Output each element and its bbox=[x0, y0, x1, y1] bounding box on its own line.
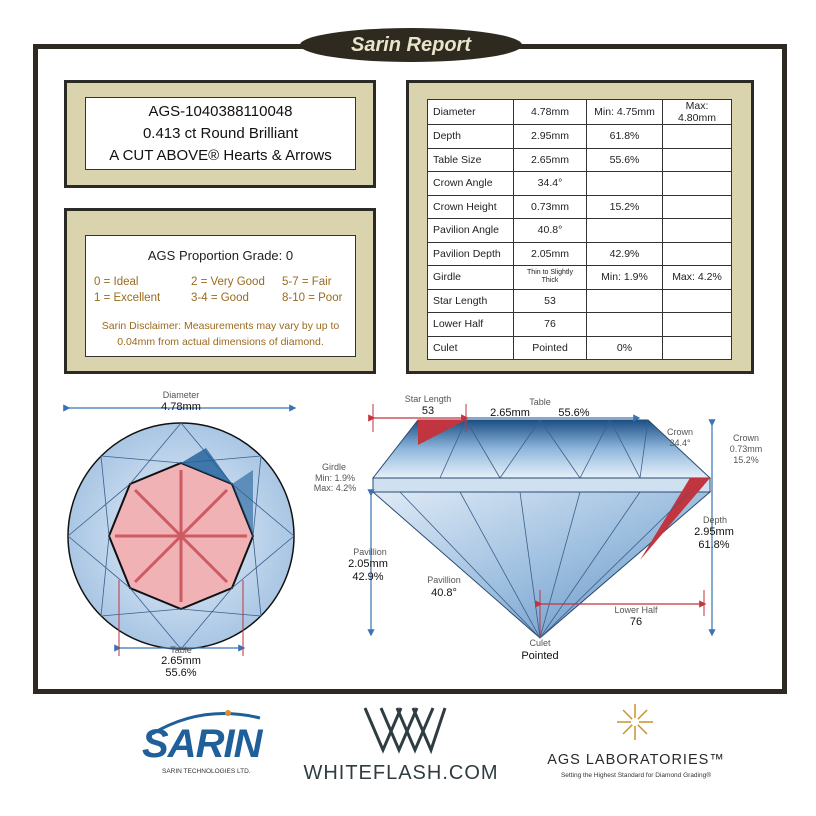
star-length-value: 53 bbox=[421, 405, 435, 417]
measurement-c3 bbox=[587, 313, 663, 337]
id-card bbox=[85, 97, 356, 170]
measurement-c4 bbox=[663, 242, 732, 266]
measurement-value: 53 bbox=[514, 289, 587, 313]
crown-height-value: 0.73mm bbox=[729, 444, 763, 454]
ags-starburst-icon bbox=[538, 700, 738, 748]
measurement-c4: Max: 4.80mm bbox=[663, 100, 732, 125]
legend-item: 1 = Excellent bbox=[94, 292, 161, 304]
measurement-row bbox=[428, 289, 732, 313]
sarin-logo bbox=[142, 710, 272, 780]
disclaimer-line: 0.04mm from actual dimensions of diamond. bbox=[117, 336, 324, 348]
measurement-row bbox=[428, 336, 732, 360]
measurement-c4 bbox=[663, 219, 732, 243]
legend-item: 8-10 = Poor bbox=[282, 292, 343, 304]
measurement-c4 bbox=[663, 313, 732, 337]
grade-card bbox=[85, 235, 356, 357]
grade-panel bbox=[64, 208, 376, 374]
proportion-grade: AGS Proportion Grade: 0 bbox=[147, 248, 294, 263]
legend-item: 2 = Very Good bbox=[191, 276, 265, 288]
measurement-c4 bbox=[663, 148, 732, 172]
measurement-name: Girdle bbox=[428, 266, 514, 290]
sarin-subtitle: SARIN TECHNOLOGIES LTD. bbox=[162, 768, 251, 775]
girdle-label: Girdle bbox=[321, 462, 346, 472]
whiteflash-logo bbox=[295, 700, 515, 790]
measurement-name: Culet bbox=[428, 336, 514, 360]
top-view-diamond bbox=[68, 423, 294, 649]
crown-height-label: Crown bbox=[732, 433, 759, 443]
depth-value: 2.95mm bbox=[694, 526, 734, 538]
measurement-value: 2.95mm bbox=[514, 125, 587, 149]
measurement-row bbox=[428, 219, 732, 243]
crown-angle-value: 34.4° bbox=[669, 438, 691, 448]
legend-item: 5-7 = Fair bbox=[282, 276, 332, 288]
measurement-row bbox=[428, 172, 732, 196]
measurement-c4 bbox=[663, 125, 732, 149]
measurement-c3 bbox=[587, 219, 663, 243]
girdle-min: Min: 1.9% bbox=[314, 473, 356, 483]
measurement-value: Thin to Slightly Thick bbox=[514, 266, 587, 290]
side-table-value: 2.65mm bbox=[490, 407, 530, 419]
culet-label: Culet bbox=[529, 638, 551, 648]
measurement-row bbox=[428, 313, 732, 337]
girdle-max: Max: 4.2% bbox=[313, 483, 357, 493]
measurement-name: Crown Angle bbox=[428, 172, 514, 196]
pavillion-label: Pavillion bbox=[353, 547, 387, 557]
measurement-value: 34.4° bbox=[514, 172, 587, 196]
measurement-c3 bbox=[587, 289, 663, 313]
measurement-c3: Min: 4.75mm bbox=[587, 100, 663, 125]
depth-label: Depth bbox=[702, 515, 728, 525]
measurement-value: 2.05mm bbox=[514, 242, 587, 266]
ags-wordmark: AGS LABORATORIES™ bbox=[547, 752, 725, 768]
pavillion-pct: 42.9% bbox=[352, 571, 384, 583]
measurement-c3: 0% bbox=[587, 336, 663, 360]
measurement-row bbox=[428, 195, 732, 219]
measurement-c3: 55.6% bbox=[587, 148, 663, 172]
measurement-name: Table Size bbox=[428, 148, 514, 172]
measurements-table bbox=[427, 99, 732, 360]
measurement-name: Star Length bbox=[428, 289, 514, 313]
measurement-c4 bbox=[663, 172, 732, 196]
table-label: Table bbox=[170, 645, 192, 655]
whiteflash-w-icon bbox=[295, 700, 515, 760]
measurement-row bbox=[428, 125, 732, 149]
crown-angle-label: Crown bbox=[666, 427, 693, 437]
report-banner: Sarin Report bbox=[300, 28, 522, 62]
whiteflash-wordmark: WHITEFLASH.COM bbox=[303, 762, 499, 784]
pavillion-value: 2.05mm bbox=[348, 558, 388, 570]
pavilion-angle-value: 40.8° bbox=[431, 587, 457, 599]
measurement-c3: 15.2% bbox=[587, 195, 663, 219]
culet-value: Pointed bbox=[521, 650, 559, 662]
measurement-name: Depth bbox=[428, 125, 514, 149]
measurement-c4 bbox=[663, 336, 732, 360]
measurement-value: 0.73mm bbox=[514, 195, 587, 219]
ags-tagline: Setting the Highest Standard for Diamond Grading® bbox=[560, 772, 712, 779]
table-value: 2.65mm bbox=[161, 655, 201, 667]
pavilion-angle-label: Pavillion bbox=[427, 575, 461, 585]
crown-height-pct: 15.2% bbox=[733, 455, 759, 465]
measurement-row bbox=[428, 100, 732, 125]
legend-item: 3-4 = Good bbox=[191, 292, 249, 304]
measurement-name: Lower Half bbox=[428, 313, 514, 337]
disclaimer-line: Sarin Disclaimer: Measurements may vary by up to bbox=[101, 320, 340, 332]
measurement-row bbox=[428, 266, 732, 290]
measurement-row bbox=[428, 242, 732, 266]
lower-half-label: Lower Half bbox=[614, 605, 658, 615]
measurement-value: 40.8° bbox=[514, 219, 587, 243]
sarin-wordmark: SARIN bbox=[142, 722, 262, 766]
measurements-panel bbox=[406, 80, 754, 374]
measurement-value: 2.65mm bbox=[514, 148, 587, 172]
measurement-c4 bbox=[663, 289, 732, 313]
measurement-c3 bbox=[587, 172, 663, 196]
ags-logo bbox=[538, 700, 738, 790]
side-table-pct: 55.6% bbox=[558, 407, 590, 419]
measurement-name: Crown Height bbox=[428, 195, 514, 219]
measurement-name: Pavilion Depth bbox=[428, 242, 514, 266]
measurement-value: 76 bbox=[514, 313, 587, 337]
measurement-name: Diameter bbox=[428, 100, 514, 125]
side-table-label: Table bbox=[529, 397, 551, 407]
measurement-c4: Max: 4.2% bbox=[663, 266, 732, 290]
carat-shape: 0.413 ct Round Brilliant bbox=[142, 125, 299, 142]
measurement-row bbox=[428, 148, 732, 172]
measurement-value: 4.78mm bbox=[514, 100, 587, 125]
diameter-label: Diameter bbox=[162, 390, 200, 400]
cut-brand: A CUT ABOVE® Hearts & Arrows bbox=[109, 147, 332, 164]
measurement-c3: 42.9% bbox=[587, 242, 663, 266]
report-number: AGS-1040388110048 bbox=[148, 103, 293, 120]
measurement-c4 bbox=[663, 195, 732, 219]
legend-item: 0 = Ideal bbox=[94, 276, 139, 288]
diameter-value: 4.78mm bbox=[161, 401, 201, 413]
measurement-value: Pointed bbox=[514, 336, 587, 360]
star-length-label: Star Length bbox=[404, 394, 452, 404]
lower-half-value: 76 bbox=[629, 616, 643, 628]
measurement-c3: 61.8% bbox=[587, 125, 663, 149]
id-panel bbox=[64, 80, 376, 188]
depth-pct: 61.8% bbox=[698, 539, 730, 551]
table-pct: 55.6% bbox=[165, 667, 197, 679]
measurement-c3: Min: 1.9% bbox=[587, 266, 663, 290]
measurement-name: Pavilion Angle bbox=[428, 219, 514, 243]
